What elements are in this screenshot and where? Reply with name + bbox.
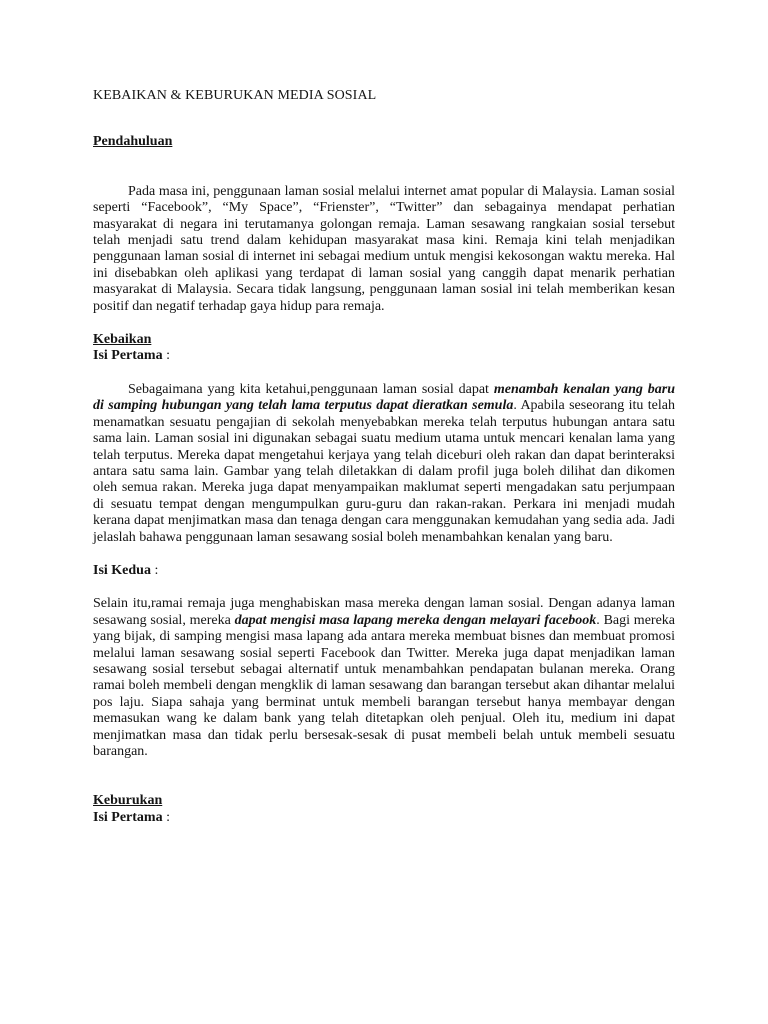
emphasis-text: menambah kenalan yang baru di samping hubungan yang telah lama terputus dapat dieratkan semula	[93, 381, 675, 414]
subheading-label: Isi Pertama	[93, 348, 163, 364]
kebaikan-isi-pertama-paragraph	[93, 382, 675, 546]
emphasis-text: dapat mengisi masa lapang mereka dengan melayari facebook	[234, 612, 597, 628]
subheading-kebaikan-isi-pertama	[93, 348, 675, 364]
paragraph-text: Selain itu,ramai remaja juga menghabiskan masa mereka dengan laman sosial. Dengan adanya laman sesawang sosial, mereka	[93, 596, 675, 628]
subheading-kebaikan-isi-kedua	[93, 563, 675, 579]
subheading-label: Isi Kedua	[93, 562, 151, 578]
document-title: KEBAIKAN & KEBURUKAN MEDIA SOSIAL	[93, 88, 377, 103]
heading-kebaikan: Kebaikan	[93, 332, 152, 348]
heading-keburukan: Keburukan	[93, 793, 163, 809]
subheading-colon: :	[162, 809, 170, 825]
intro-paragraph: Pada masa ini, penggunaan laman sosial melalui internet amat popular di Malaysia. Laman sosial seperti “Facebook”, “My Space”, “Frienster”, “Twitter” dan sebagainya mendapat perhatian masyarakat di negara ini terutamanya golongan remaja. Laman sesawang rangkaian sosial tersebut telah menjadi satu trend dalam kehidupan masyarakat masa kini. Remaja kini telah menjadikan penggunaan laman sosial di internet ini sebagai medium untuk mengisi kekosongan waktu mereka. Hal ini disebabkan oleh aplikasi yang terdapat di laman sosial yang canggih dapat menarik perhatian masyarakat di Malaysia. Secara tidak langsung, penggunaan laman sosial ini telah memberikan kesan positif dan negatif terhadap gaya hidup para remaja.	[93, 183, 675, 314]
subheading-colon: :	[162, 348, 170, 364]
subheading-keburukan-isi-pertama	[93, 810, 675, 826]
document-body	[93, 88, 675, 826]
paragraph-text: . Bagi mereka yang bijak, di samping mengisi masa lapang ada antara mereka membuat bisnes dan membuat promosi melalui laman sesawang sosial seperti Facebook dan Twitter. Mereka juga dapat menjadikan laman sesawang sosial tersebut sebagai alternatif untuk menambahkan pendapatan bulanan mereka. Orang ramai boleh membeli dengan mengklik di laman sesawang dan barangan tersebut akan dihantar melalui pos laju. Siapa sahaja yang berminat untuk membeli barangan tersebut hanya membayar dengan memasukan wang ke dalam bank yang telah ditetapkan oleh penjual. Oleh itu, medium ini dapat menjimatkan masa dan tidak perlu bersesak-sesak di pusat membeli belah untuk membeli sesuatu barangan.	[93, 612, 675, 759]
subheading-colon: :	[150, 562, 159, 578]
paragraph-text: . Apabila seseorang itu telah menamatkan sesuatu pengajian di sekolah menyebabkan mereka telah terputus hubungan antara satu sama lain. Laman sosial ini digunakan sebagai suatu medium utama untuk mencari kenalan lama yang telah terputus. Mereka dapat mengetahui kerjaya yang telah diceburi oleh rakan dan dapat berinteraksi antara satu sama lain. Gambar yang telah diletakkan di dalam profil juga boleh dilihat dan dikomen oleh semua rakan. Mereka juga dapat menyampaikan maklumat seperti mengadakan satu perjumpaan di sesuatu tempat dengan mengumpulkan guru-guru dan rakan-rakan. Perkara ini menjadi mudah kerana dapat menjimatkan masa dan tenaga dengan cara menggunakan kemudahan yang sedia ada. Jadi jelaslah bahawa penggunaan laman sesawang sosial boleh menambahkan kenalan yang baru.	[93, 398, 675, 545]
heading-pendahuluan: Pendahuluan	[93, 134, 173, 150]
paragraph-text: Sebagaimana yang kita ketahui,penggunaan laman sosial dapat	[128, 381, 494, 397]
kebaikan-isi-kedua-paragraph	[93, 596, 675, 760]
subheading-label: Isi Pertama	[93, 809, 163, 825]
